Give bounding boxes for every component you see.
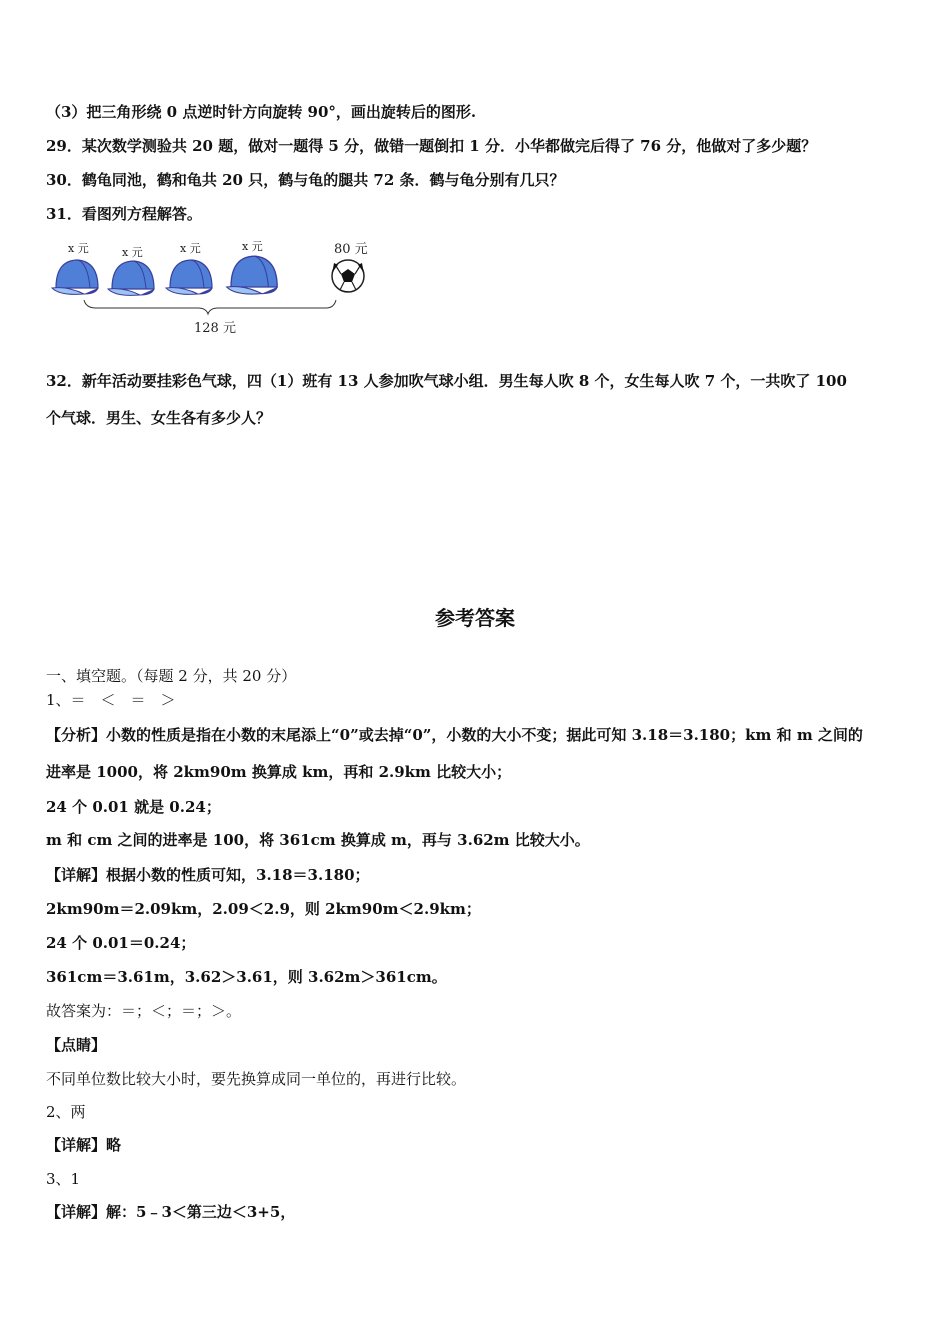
answer-1-analysis: 进率是 1000，将 2km90m 换算成 km，再和 2.9km 比较大小； — [46, 763, 512, 781]
answer-1-analysis: m 和 cm 之间的进率是 100，将 361cm 换算成 m，再与 3.62m 比较大小。 — [46, 831, 590, 849]
question-32-line-2: 个气球．男生、女生各有多少人？ — [46, 409, 272, 427]
answer-1-tip-heading: 【点睛】 — [46, 1036, 107, 1054]
answer-1-detail: 24 个 0.01＝0.24； — [46, 934, 196, 952]
answer-1-analysis: 24 个 0.01 就是 0.24； — [46, 798, 221, 816]
caps-and-ball-diagram — [46, 238, 386, 338]
answer-1-analysis: 【分析】小数的性质是指在小数的末尾添上“0”或去掉“0”，小数的大小不变；据此可知 3.18＝3.180；km 和 m 之间的 — [46, 726, 863, 744]
answer-2-head: 2、两 — [46, 1103, 86, 1121]
answer-1-head: 1、＝ ＜ ＝ ＞ — [46, 691, 176, 709]
cap-price-label: x 元 — [242, 240, 263, 253]
question-28-part-3: （3）把三角形绕 0 点逆时针方向旋转 90°，画出旋转后的图形. — [46, 103, 477, 121]
answer-3-head: 3、1 — [46, 1170, 81, 1188]
answer-1-tip: 不同单位数比较大小时，要先换算成同一单位的，再进行比较。 — [46, 1070, 467, 1088]
answer-2-detail: 【详解】略 — [46, 1136, 122, 1154]
section-heading: 一、填空题。（每题 2 分，共 20 分） — [46, 667, 297, 685]
question-29: 29．某次数学测验共 20 题，做对一题得 5 分，做错一题倒扣 1 分．小华都做完后得了 76 分，他做对了多少题？ — [46, 137, 817, 155]
question-30: 30．鹤龟同池，鹤和龟共 20 只，鹤与龟的腿共 72 条．鹤与龟分别有几只？ — [46, 171, 565, 189]
cap-icon — [52, 260, 98, 294]
answer-1-detail: 361cm＝3.61m，3.62＞3.61，则 3.62m＞361cm。 — [46, 968, 447, 986]
answer-3-detail: 【详解】解：5﹣3＜第三边＜3+5， — [46, 1203, 296, 1221]
answer-1-detail: 【详解】根据小数的性质可知，3.18＝3.180； — [46, 866, 370, 884]
question-32-line-1: 32．新年活动要挂彩色气球，四（1）班有 13 人参加吹气球小组．男生每人吹 8 个，女生每人吹 7 个，一共吹了 100 — [46, 372, 847, 390]
ball-price-label: 80 元 — [334, 242, 368, 257]
cap-icon — [227, 256, 278, 294]
answer-1-conclusion: 故答案为：＝；＜；＝；＞。 — [46, 1002, 242, 1020]
answer-1-detail: 2km90m＝2.09km，2.09＜2.9，则 2km90m＜2.9km； — [46, 900, 481, 918]
total-brace — [84, 300, 336, 314]
cap-price-label: x 元 — [180, 242, 201, 255]
question-31-figure — [46, 238, 386, 338]
soccer-ball-icon — [332, 260, 364, 292]
cap-price-label: x 元 — [68, 242, 89, 255]
cap-icon — [166, 260, 212, 294]
question-31: 31．看图列方程解答。 — [46, 205, 202, 223]
answers-title: 参考答案 — [435, 606, 515, 630]
cap-icon — [108, 261, 154, 295]
cap-price-label: x 元 — [122, 246, 143, 259]
total-price-label: 128 元 — [194, 321, 236, 336]
